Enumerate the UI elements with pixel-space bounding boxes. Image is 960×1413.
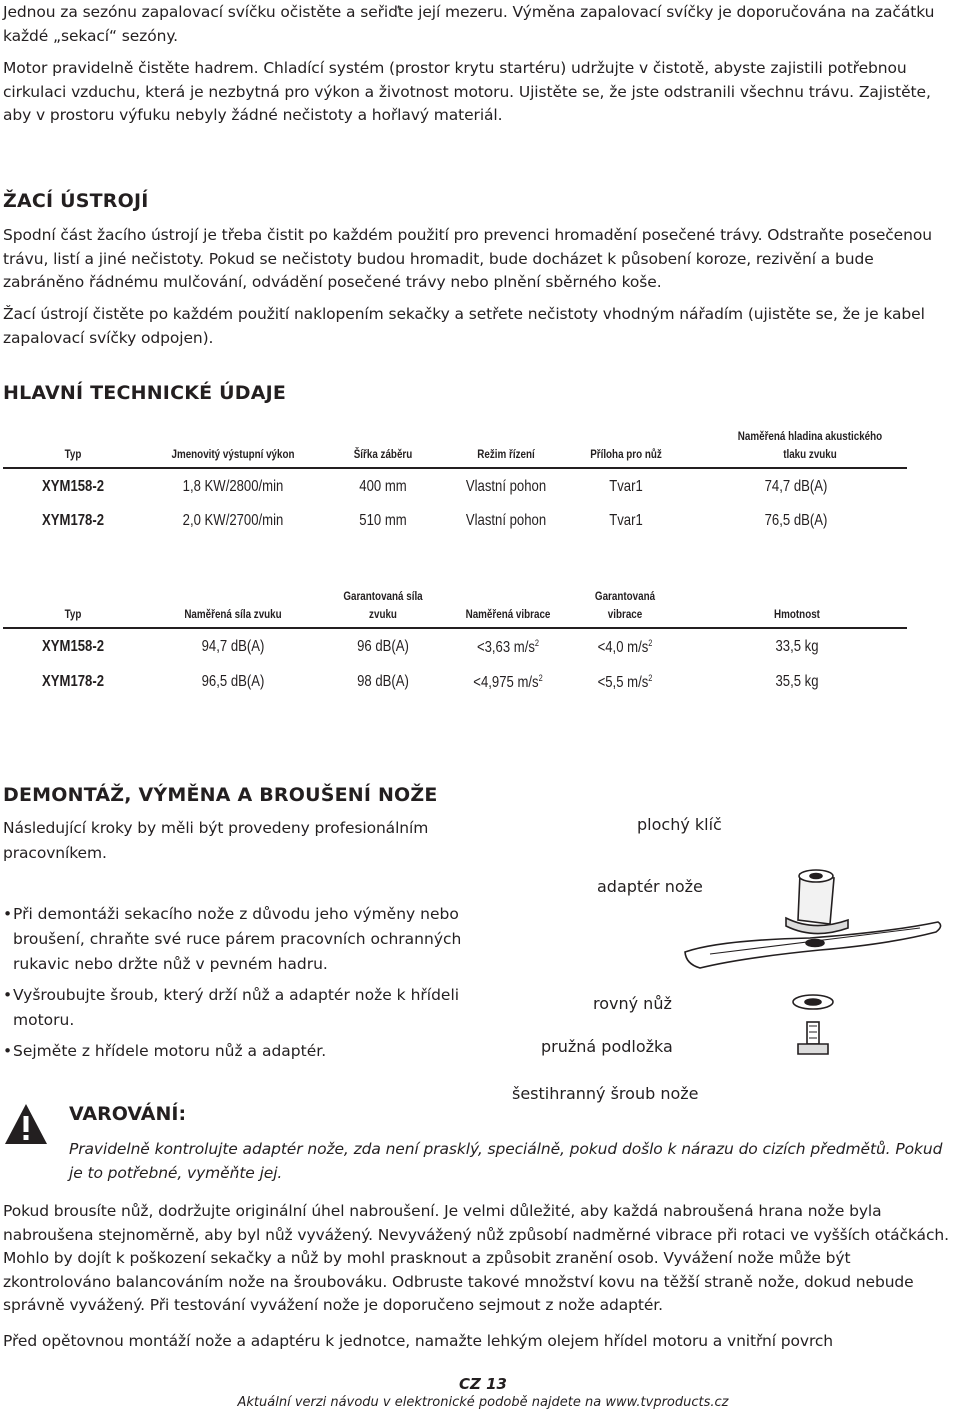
table2-cell: XYM158-2 [42, 638, 104, 655]
table1-cell: XYM158-2 [42, 478, 104, 495]
table1-header-attachment: Příloha pro nůž [590, 447, 662, 461]
blade-paragraph-2: Před opětovnou montáží nože a adaptéru k jednotce, namažte lehkým olejem hřídel motoru a vnitřní povrch [3, 1332, 834, 1350]
table1-header-type: Typ [64, 447, 82, 461]
table2-cell-vibration: <4,975 $m/s^2$ [473, 673, 543, 691]
table1-header-pressure: Naměřená hladina akustického tlaku zvuku [737, 429, 883, 461]
diagram-label-blade: rovný nůž [593, 994, 672, 1013]
diagram-label-bolt: šestihranný šroub nože [512, 1084, 699, 1103]
table1-header-rule [3, 467, 907, 469]
table1-header-drive: Režim řízení [477, 447, 535, 461]
table2-header-type: Typ [64, 607, 82, 621]
table2-cell-vibration: <3,63 $m/s^2$ [476, 638, 540, 656]
table2-cell-vibration: <5,5 $m/s^2$ [597, 673, 653, 691]
table1-cell: 400 mm [359, 478, 407, 495]
blade-paragraph-1: Pokud brousíte nůž, dodržujte originální úhel nabroušení. Je velmi důležité, aby každá nabroušená hrana nože byla nabroušena stejnoměrně, aby byl nůž vyvážený. Nevyvážený nůž způsobí nadměrné vibrace při rotaci ve vyšších otáčkách. Mohlo by dojít k poškození sekačky a nůž by mohl prasknout a způsobit zranění osob. Vyvážení nože může být zkontrolováno balancováním nože na šroubováku. Odbruste takové množství kovu na těžší straně nože, dokud nebude správně vyvážený. Při testování vyvážení nože je doporučeno sejmout z nože adaptér. [3, 1202, 949, 1314]
table1-cell: 510 mm [359, 512, 407, 529]
specs-heading: HLAVNÍ TECHNICKÉ ÚDAJE [3, 382, 287, 404]
blade-heading: DEMONTÁŽ, VÝMĚNA A BROUŠENÍ NOŽE [3, 784, 438, 806]
mower-deck-paragraph-2: Žací ústrojí čistěte po každém použití naklopením sekačky a setřete nečistoty vhodným nářadím (ujistěte se, že je kabel zapalovací svíčky odpojen). [3, 305, 925, 347]
intro-paragraph-2: Motor pravidelně čistěte hadrem. Chladící systém (prostor krytu startéru) udržujte v čistotě, abyste zajistili potřebnou cirkulaci vzduchu, která je nezbytná pro výkon a životnost motoru. Ujistěte se, že jste odstranili všechnu trávu. Zajistěte, aby v prostoru výfuku nebyly žádné nečistoty a hořlavý materiál. [3, 59, 931, 124]
table1-header-power: Jmenovitý výstupní výkon [171, 447, 295, 461]
warning-title: VAROVÁNÍ: [69, 1103, 187, 1125]
table1-cell: Vlastní pohon [465, 512, 547, 529]
table2-header-guaranteed-power: Garantovaná síla zvuku [343, 589, 423, 621]
bullet-dot: • [3, 986, 13, 1004]
table2-header-rule [3, 627, 907, 629]
bullet-text: Při demontáži sekacího nože z důvodu jeho výměny nebo broušení, chraňte své ruce párem pracovních ochranných rukavic nebo držte nůž v pevném hadru. [13, 905, 462, 973]
table2-cell: 35,5 kg [775, 673, 819, 690]
blade-bullet-3 [3, 1039, 503, 1064]
blade-adapter-part [786, 870, 848, 934]
table1-cell: XYM178-2 [42, 512, 104, 529]
table2-cell: XYM178-2 [42, 673, 104, 690]
warning-triangle-icon [3, 1102, 49, 1146]
mower-deck-paragraph-1: Spodní část žacího ústrojí je třeba čistit po každém použití pro prevenci hromadění posečené trávy. Odstraňte posečenou trávu, listí a jiné nečistoty. Pokud se nečistoty budou hromadit, bude docházet k působení koroze, rezivění a bude zabráněno řádnému mulčování, odvádění posečené trávy nebo plnění sběrného koše. [3, 226, 932, 291]
table2-header-measured-vibration: Naměřená vibrace [465, 607, 551, 621]
table1-cell: Tvar1 [609, 478, 643, 495]
table2-header-measured-power: Naměřená síla zvuku [184, 607, 282, 621]
warning-text: Pravidelně kontrolujte adaptér nože, zda není prasklý, speciálně, pokud došlo k nárazu do cizích předmětů. Pokud je to potřebné, vyměňte jej. [69, 1140, 943, 1182]
table2-cell: 94,7 dB(A) [201, 638, 265, 655]
bullet-text: Sejměte z hřídele motoru nůž a adaptér. [13, 1042, 327, 1060]
diagram-label-washer: pružná podložka [541, 1037, 673, 1056]
blade-bullet-1 [3, 902, 483, 977]
hex-bolt-part [798, 1022, 828, 1054]
bullet-dot: • [3, 905, 13, 923]
footer-note: Aktuální verzi návodu v elektronické podobě najdete na www.tvproducts.cz [237, 1395, 729, 1410]
blade-bullet-2 [3, 983, 503, 1033]
table2-cell: 96,5 dB(A) [201, 673, 265, 690]
table2-cell: 33,5 kg [775, 638, 819, 655]
table2-cell: 98 dB(A) [357, 673, 409, 690]
table2-cell: 96 dB(A) [357, 638, 409, 655]
bullet-dot: • [3, 1042, 13, 1060]
table1-cell: 2,0 KW/2700/min [182, 512, 284, 529]
blade-intro: Následující kroky by měli být provedeny profesionálním pracovníkem. [3, 819, 429, 862]
table1-cell: Tvar1 [609, 512, 643, 529]
bullet-text: Vyšroubujte šroub, který drží nůž a adaptér nože k hřídeli motoru. [13, 986, 460, 1029]
page-number: CZ 13 [459, 1375, 507, 1393]
table2-cell-vibration: <4,0 $m/s^2$ [597, 638, 653, 656]
table2-header-weight: Hmotnost [774, 607, 820, 621]
spring-washer-part [793, 995, 833, 1009]
diagram-label-wrench: plochý klíč [637, 815, 722, 834]
table2-header-guaranteed-vibration: Garantovaná vibrace [594, 589, 656, 621]
table1-cell: 74,7 dB(A) [764, 478, 828, 495]
diagram-label-adapter: adaptér nože [597, 877, 703, 896]
table1-header-width: Šířka záběru [353, 447, 413, 461]
mower-deck-heading: ŽACÍ ÚSTROJÍ [3, 190, 149, 212]
intro-paragraph-1: Jednou za sezónu zapalovací svíčku očistěte a seřiďte její mezeru. Výměna zapalovací svíčky je doporučována na začátku každé „sekací“ sezóny. [3, 3, 935, 45]
blade-assembly-diagram [590, 840, 950, 1070]
table1-cell: Vlastní pohon [465, 478, 547, 495]
table1-cell: 76,5 dB(A) [764, 512, 828, 529]
table1-cell: 1,8 KW/2800/min [182, 478, 284, 495]
